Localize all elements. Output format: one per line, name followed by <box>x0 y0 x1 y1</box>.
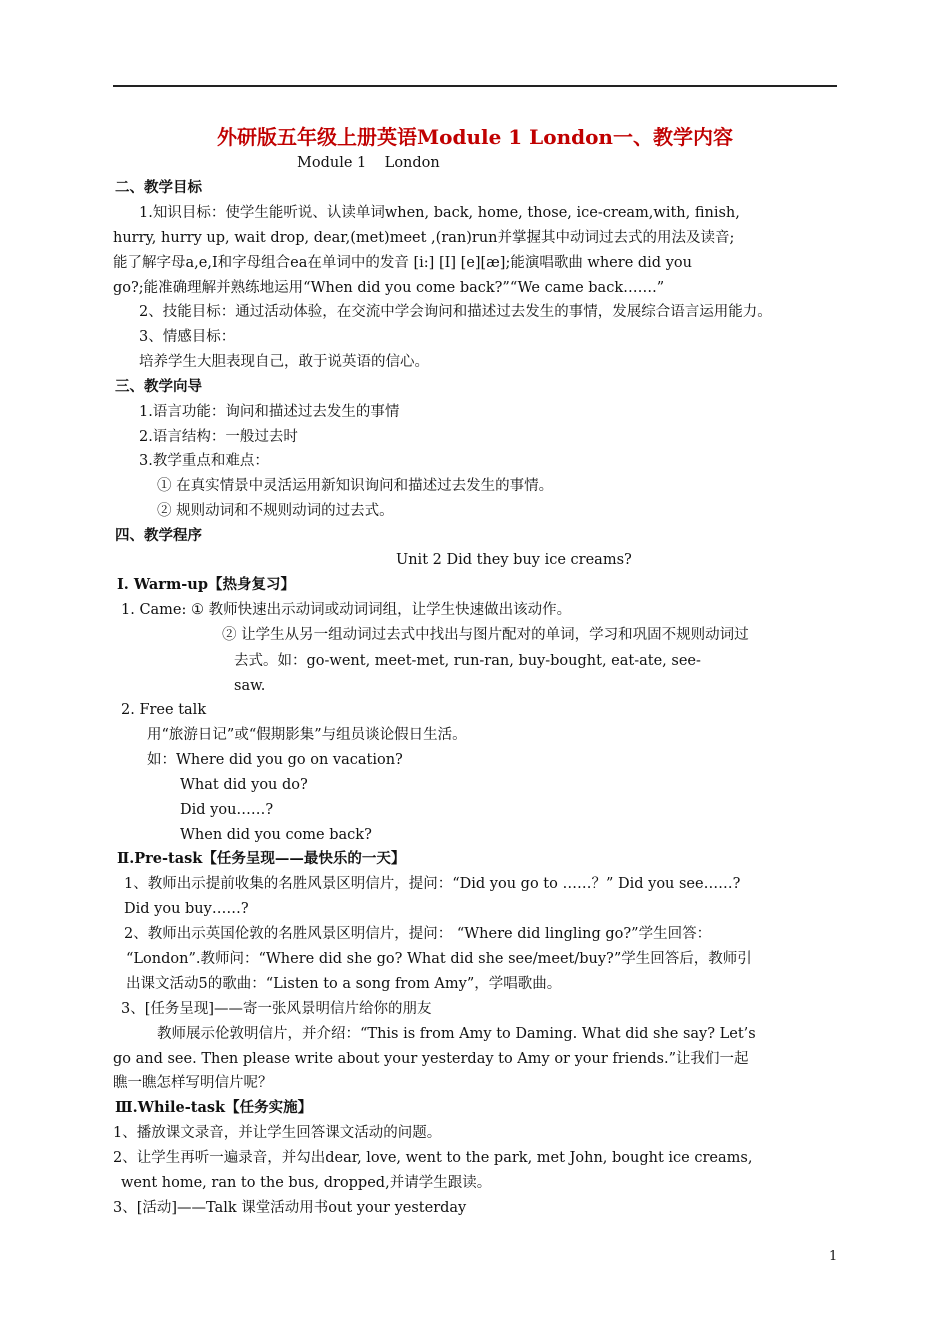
body-line: 1.语言功能：询问和描述过去发生的事情 <box>139 404 400 420</box>
body-line: When did you come back? <box>180 827 372 843</box>
body-line: “London”.教师问：“Where did she go? What did she see/meet/buy?”学生回答后，教师引 <box>126 951 752 967</box>
body-line: 2、教师出示英国伦敦的名胜风景区明信片，提问： “Where did lingling go?”学生回答： <box>124 926 712 942</box>
section-heading: Ⅰ. Warm-up【热身复习】 <box>117 576 295 593</box>
body-line: ② 让学生从另一组动词过去式中找出与图片配对的单词，学习和巩固不规则动词过 <box>222 627 749 643</box>
body-line: 如：Where did you go on vacation? <box>147 752 403 768</box>
body-line: 能了解字母a,e,I和字母组合ea在单词中的发音 [i:] [I] [e][æ];能演唱歌曲 where did you <box>113 255 692 271</box>
top-rule <box>113 85 837 87</box>
section-heading: 三、教学向导 <box>115 378 202 395</box>
section-heading: Ⅲ.While-task【任务实施】 <box>115 1099 313 1116</box>
body-line: 3、情感目标： <box>139 329 236 345</box>
body-line: hurry, hurry up, wait drop, dear,(met)meet ,(ran)run并掌握其中动词过去式的用法及读音; <box>113 230 735 246</box>
body-line: ② 规则动词和不规则动词的过去式。 <box>157 503 394 519</box>
body-line: 3、[活动]——Talk 课堂活动用书out your yesterday <box>113 1200 467 1216</box>
section-heading: 二、教学目标 <box>115 179 202 196</box>
body-line: 1. Came: ① 教师快速出示动词或动词词组，让学生快速做出该动作。 <box>121 602 572 618</box>
section-heading: 四、教学程序 <box>115 527 202 544</box>
body-line: 2. Free talk <box>121 702 207 718</box>
body-line: 去式。如：go-went, meet-met, run-ran, buy-bought, eat-ate, see- <box>234 653 701 669</box>
body-line: go?;能准确理解并熟练地运用“When did you come back?”“We came back…….” <box>113 280 665 296</box>
document-subtitle: Module 1 London <box>297 155 440 171</box>
body-line: 1.知识目标：使学生能听说、认读单词when, back, home, those, ice-cream,with, finish, <box>139 205 740 221</box>
body-line: 3.教学重点和难点： <box>139 453 269 469</box>
body-line: 2、技能目标：通过活动体验，在交流中学会询问和描述过去发生的事情，发展综合语言运用能力。 <box>139 304 772 320</box>
body-line: What did you do? <box>180 777 308 793</box>
body-line: 1、播放课文录音，并让学生回答课文活动的问题。 <box>113 1125 442 1141</box>
body-line: 瞧一瞧怎样写明信片呢？ <box>113 1075 273 1091</box>
body-line: 2、让学生再听一遍录音，并勾出dear, love, went to the park, met John, bought ice creams, <box>113 1150 753 1166</box>
body-line: 1、教师出示提前收集的名胜风景区明信片，提问：“Did you go to ……？” Did you see……? <box>124 876 741 892</box>
body-line: 2.语言结构：一般过去时 <box>139 429 298 445</box>
body-line: saw. <box>234 678 266 694</box>
body-line: went home, ran to the bus, dropped,并请学生跟读。 <box>121 1175 492 1191</box>
body-line: Did you buy……? <box>124 901 249 917</box>
body-line: go and see. Then please write about your yesterday to Amy or your friends.”让我们一起 <box>113 1051 749 1067</box>
document-title: 外研版五年级上册英语Module 1 London一、教学内容 <box>217 125 733 149</box>
section-heading: Ⅱ.Pre-task【任务呈现——最快乐的一天】 <box>117 850 406 867</box>
body-line: 教师展示伦敦明信片，并介绍：“This is from Amy to Daming. What did she say? Let’s <box>157 1026 756 1042</box>
body-line: Did you……? <box>180 802 274 818</box>
body-line: 培养学生大胆表现自己，敢于说英语的信心。 <box>139 354 429 370</box>
body-line: 出课文活动5的歌曲：“Listen to a song from Amy”，学唱歌曲。 <box>126 976 562 992</box>
body-line: 用“旅游日记”或“假期影集”与组员谈论假日生活。 <box>147 727 467 743</box>
page-number: 1 <box>829 1249 838 1264</box>
body-line: 3、[任务呈现]——寄一张风景明信片给你的朋友 <box>121 1001 432 1017</box>
unit-heading: Unit 2 Did they buy ice creams? <box>396 552 632 568</box>
body-line: ① 在真实情景中灵活运用新知识询问和描述过去发生的事情。 <box>157 478 554 494</box>
